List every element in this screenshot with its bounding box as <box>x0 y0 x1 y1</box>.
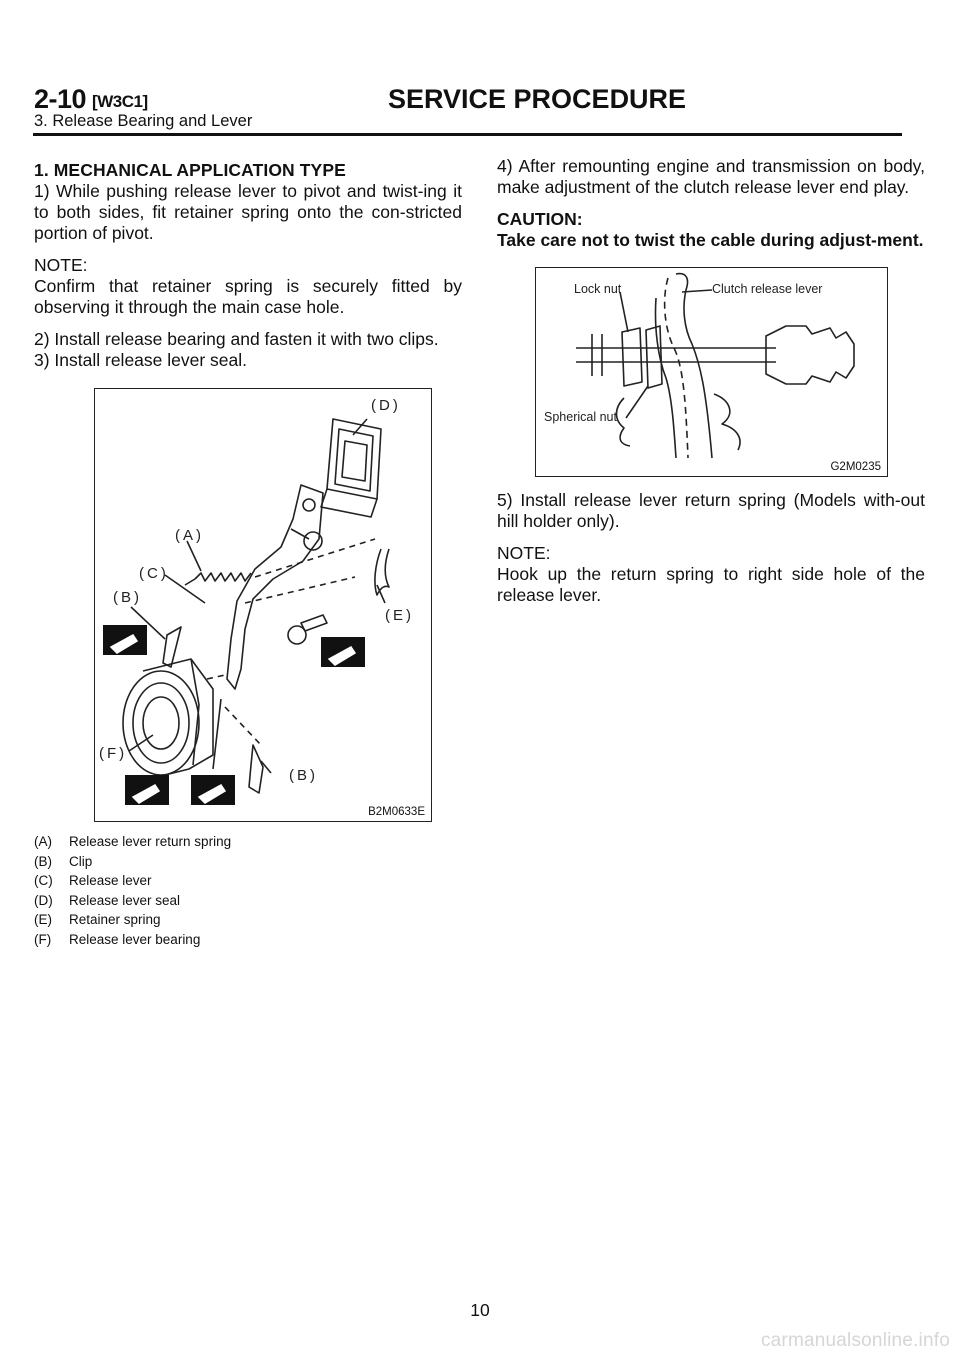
left-column <box>34 160 462 949</box>
step-3: 3) Install release lever seal. <box>34 350 248 370</box>
callout-d: (D) <box>371 397 401 414</box>
note-1-text: Confirm that retainer spring is securely fitted by observing it through the main case hole. <box>34 276 462 317</box>
legend-item: (B) Clip <box>34 853 93 869</box>
figure-2-code: G2M0235 <box>830 461 881 473</box>
page-number: 10 <box>470 1300 490 1320</box>
note-2-label: NOTE: <box>497 543 551 563</box>
page-code <box>34 84 148 115</box>
section-tag: [W3C1] <box>92 92 148 111</box>
callout-a: (A) <box>175 527 204 544</box>
label-spherical-nut: Spherical nut <box>544 410 617 424</box>
callout-e: (E) <box>385 607 414 624</box>
caution-text: Take care not to twist the cable during adjust-ment. <box>497 230 924 250</box>
legend-item: (E) Retainer spring <box>34 912 161 927</box>
legend-item: (D) Release lever seal <box>34 892 181 908</box>
callout-c: (C) <box>139 565 169 582</box>
legend-item: (F) Release lever bearing <box>34 931 201 947</box>
label-clutch-release-lever: Clutch release lever <box>712 282 823 296</box>
step-1: 1) While pushing release lever to pivot and twist-ing it to both sides, fit retainer spring onto the con-stricted portion of pivot. <box>34 181 462 243</box>
figure-clutch-lever-adjustment <box>535 267 888 477</box>
page-code-number: 2-10 <box>34 84 87 114</box>
step-2: 2) Install release bearing and fasten it with two clips. <box>34 329 439 349</box>
section-heading: 1. MECHANICAL APPLICATION TYPE <box>34 160 346 180</box>
step-4: 4) After remounting engine and transmission on body, make adjustment of the clutch release lever end play. <box>497 156 925 197</box>
page-subtitle: 3. Release Bearing and Lever <box>34 112 253 130</box>
figure-1-legend <box>34 832 462 949</box>
note-2-text: Hook up the return spring to right side hole of the release lever. <box>497 564 925 605</box>
release-bearing-illustration <box>95 389 431 821</box>
legend-item: (A) Release lever return spring <box>34 834 232 849</box>
right-column <box>497 156 925 606</box>
figure-1-code: B2M0633E <box>368 806 425 818</box>
label-lock-nut: Lock nut <box>574 282 622 296</box>
caution-label: CAUTION: <box>497 209 583 229</box>
clutch-lever-illustration <box>536 268 887 476</box>
page-title: SERVICE PROCEDURE <box>388 84 687 114</box>
callout-f: (F) <box>99 745 128 762</box>
header-divider <box>33 133 902 136</box>
note-1-label: NOTE: <box>34 255 88 275</box>
figure-release-bearing <box>94 388 432 822</box>
step-5: 5) Install release lever return spring (Models with-out hill holder only). <box>497 490 925 531</box>
callout-b-lower: (B) <box>289 767 318 784</box>
legend-item: (C) Release lever <box>34 873 152 888</box>
callout-b-upper: (B) <box>113 589 142 606</box>
watermark: carmanualsonline.info <box>760 1330 950 1351</box>
